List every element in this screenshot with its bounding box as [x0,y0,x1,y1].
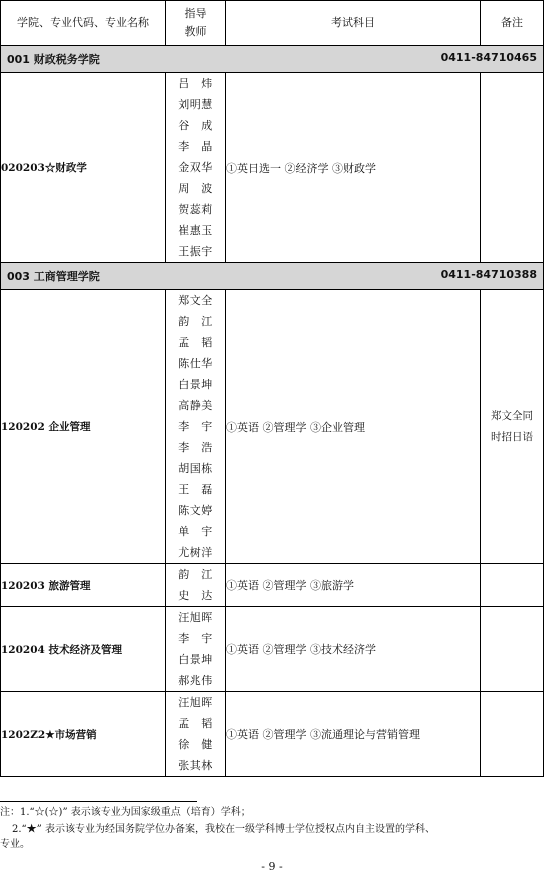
remarks-line: 郑文全同 [491,409,533,422]
advisor-list [166,607,226,692]
advisor: 王 磊 [178,483,213,496]
advisor: 汪旭晖 [178,611,213,624]
advisor: 白景坤 [178,653,213,666]
advisor: 李 宇 [178,632,213,645]
advisor: 李 宇 [178,420,213,433]
exam-subjects: ①英语 ②管理学 ③旅游学 [226,564,481,607]
page-number: - 9 - [261,860,283,873]
department-name: 003 工商管理学院 [7,270,100,283]
advisor: 韵 江 [178,315,213,328]
program-row [1,73,544,263]
program-row [1,564,544,607]
program-code-name: 120202 企业管理 [1,290,166,564]
exam-subjects: ①英语 ②管理学 ③技术经济学 [226,607,481,692]
advisor: 单 宇 [178,525,213,538]
advisor: 尤树洋 [178,546,213,559]
header-advisor-line1: 指导 [184,7,207,20]
program-code-name: 1202Z2★市场营销 [1,692,166,777]
remarks [481,564,544,607]
advisor: 贺蕊莉 [178,203,213,216]
footnote-2-continued: 专业。 [0,839,30,850]
advisor-list [166,290,226,564]
advisor-list [166,564,226,607]
advisor: 王振宇 [178,245,213,258]
remarks [481,73,544,263]
footnote-2: 2.“★” 表示该专业为经国务院学位办备案，我校在一级学科博士学位授权点内自主设置的学科、 [12,824,435,835]
advisor: 陈仕华 [178,357,213,370]
header-remarks: 备注 [481,1,544,46]
exam-subjects: ①英语 ②管理学 ③企业管理 [226,290,481,564]
program-row [1,692,544,777]
program-row [1,607,544,692]
program-row [1,290,544,564]
advisor: 白景坤 [178,378,213,391]
program-code-name: 020203☆财政学 [1,73,166,263]
advisor: 金双华 [178,161,213,174]
table-header-row [1,1,544,46]
header-exam-subjects: 考试科目 [226,1,481,46]
advisor: 郝兆伟 [178,674,213,687]
advisor: 高静美 [178,399,213,412]
footnote-1: 注：1.“☆(☆)” 表示该专业为国家级重点（培育）学科； [0,807,251,818]
advisor: 李 晶 [178,140,213,153]
remarks [481,692,544,777]
advisor: 陈文婷 [178,504,213,517]
header-advisor-line2: 教师 [184,25,207,38]
advisor: 孟 韬 [178,336,213,349]
program-code-name: 120203 旅游管理 [1,564,166,607]
advisor: 郑文全 [178,294,213,307]
advisor: 胡国栋 [178,462,213,475]
advisor: 张其林 [178,759,213,772]
advisor: 吕 炜 [178,77,213,90]
department-row [1,46,544,73]
footnote-divider [0,801,197,802]
remarks [481,290,544,564]
advisor: 史 达 [178,589,213,602]
exam-subjects: ①英日选一 ②经济学 ③财政学 [226,73,481,263]
advisor: 李 浩 [178,441,213,454]
advisor: 孟 韬 [178,717,213,730]
advisor: 韵 江 [178,568,213,581]
advisor: 谷 成 [178,119,213,132]
header-advisor [166,1,226,46]
advisor-list [166,73,226,263]
exam-subjects: ①英语 ②管理学 ③流通理论与营销管理 [226,692,481,777]
advisor: 崔惠玉 [178,224,213,237]
advisor: 徐 健 [178,738,213,751]
header-program: 学院、专业代码、专业名称 [1,1,166,46]
remarks-line: 时招日语 [491,430,533,443]
department-phone: 0411-84710388 [440,268,537,281]
department-phone: 0411-84710465 [440,51,537,64]
department-name: 001 财政税务学院 [7,53,100,66]
remarks [481,607,544,692]
advisor: 周 波 [178,182,213,195]
advisor: 汪旭晖 [178,696,213,709]
department-row [1,263,544,290]
advisor: 刘明慧 [178,98,213,111]
program-code-name: 120204 技术经济及管理 [1,607,166,692]
advisor-list [166,692,226,777]
